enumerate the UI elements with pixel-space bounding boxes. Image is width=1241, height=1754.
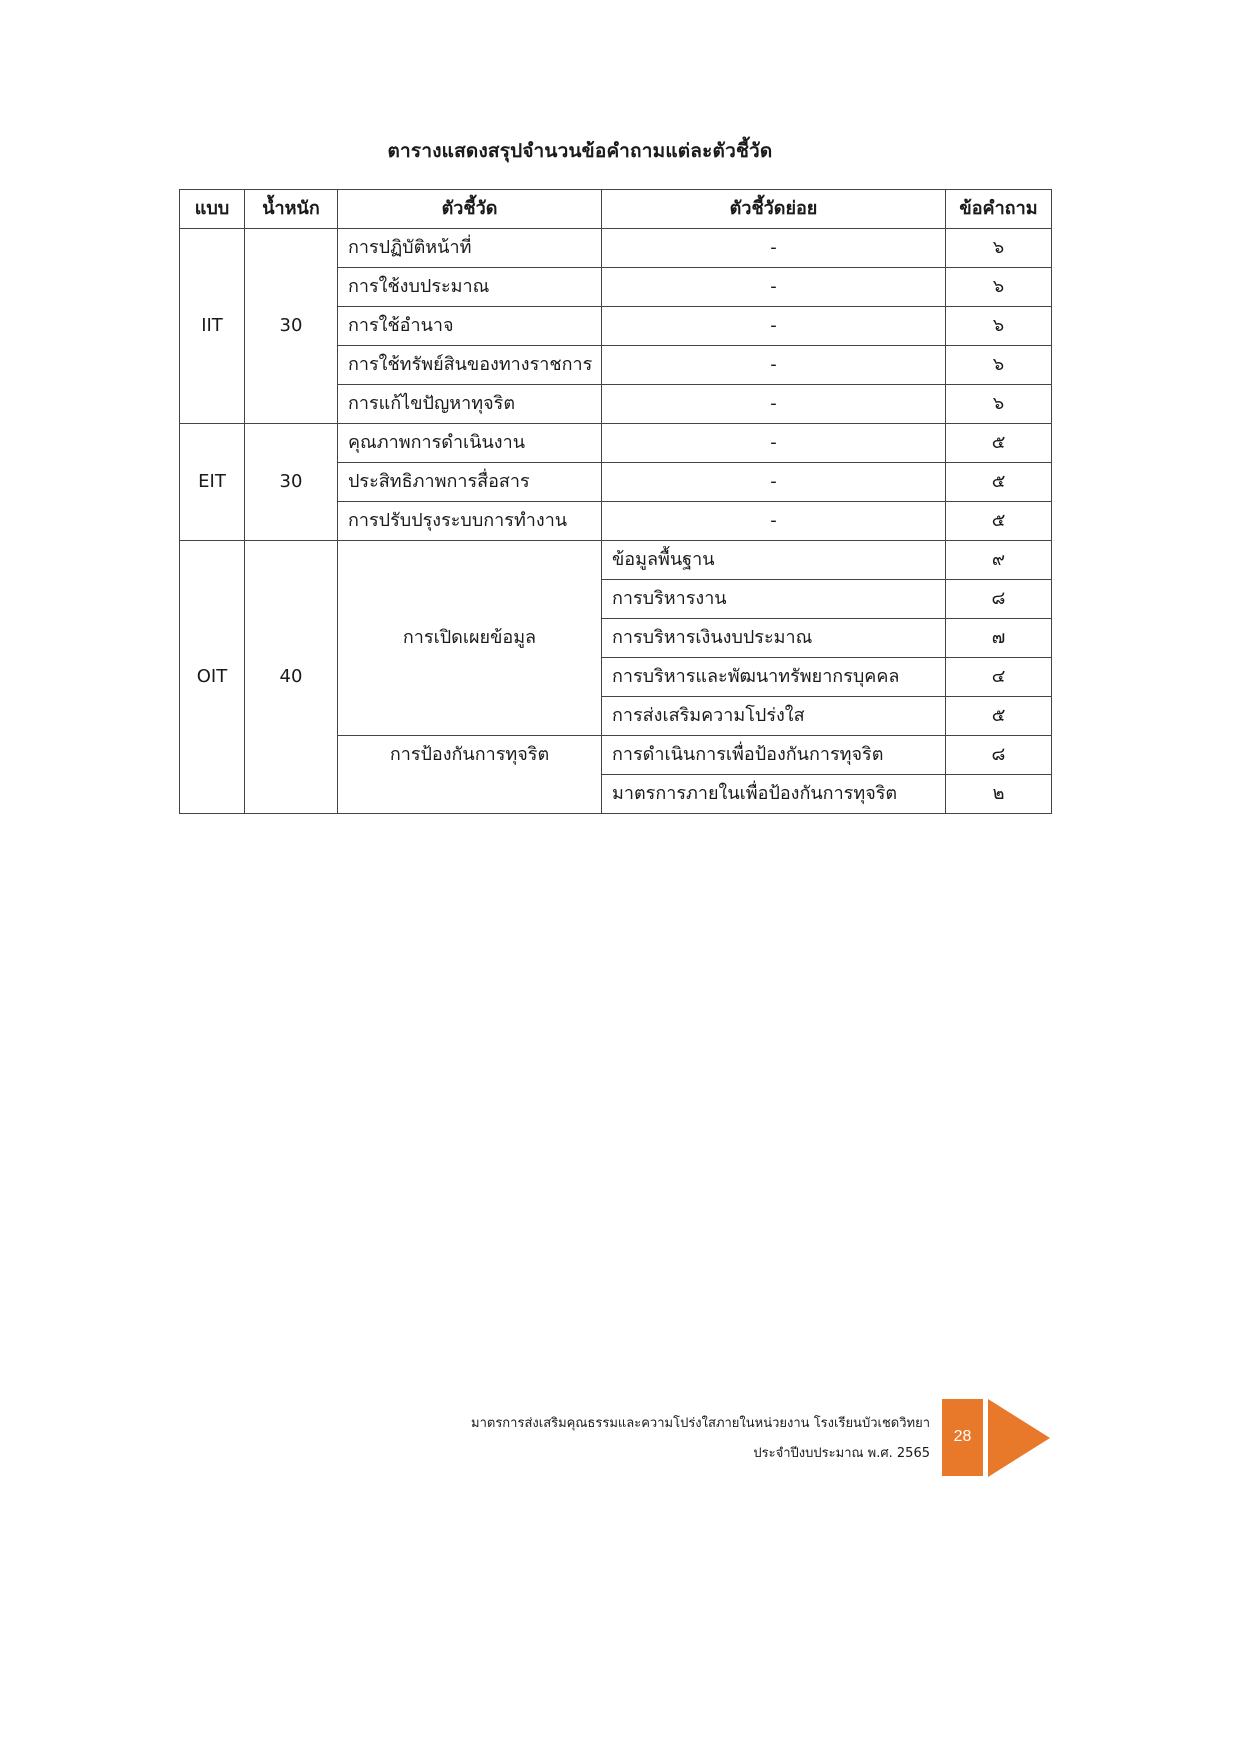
- indicator-cell: การแก้ไขปัญหาทุจริต: [338, 385, 602, 424]
- indicator-cell: การใช้อำนาจ: [338, 307, 602, 346]
- table-row: [180, 424, 1052, 463]
- sub-indicator-cell: -: [602, 502, 946, 541]
- header-question-count: ข้อคำถาม: [946, 190, 1052, 229]
- indicator-cell: การใช้งบประมาณ: [338, 268, 602, 307]
- page-arrow-icon: [988, 1399, 1050, 1477]
- sub-indicator-cell: -: [602, 463, 946, 502]
- indicator-summary-table: [179, 189, 1052, 814]
- question-count-cell: ๕: [946, 697, 1052, 736]
- question-count-cell: ๖: [946, 346, 1052, 385]
- question-count-cell: ๕: [946, 424, 1052, 463]
- sub-indicator-cell: -: [602, 346, 946, 385]
- question-count-cell: ๖: [946, 229, 1052, 268]
- indicator-cell: การใช้ทรัพย์สินของทางราชการ: [338, 346, 602, 385]
- table-row: [180, 541, 1052, 580]
- page-number: 28: [942, 1399, 983, 1476]
- sub-indicator-cell: -: [602, 229, 946, 268]
- question-count-cell: ๘: [946, 580, 1052, 619]
- question-count-cell: ๖: [946, 268, 1052, 307]
- sub-indicator-cell: การส่งเสริมความโปร่งใส: [602, 697, 946, 736]
- table-row: [180, 229, 1052, 268]
- question-count-cell: ๕: [946, 463, 1052, 502]
- table-title: ตารางแสดงสรุปจำนวนข้อคำถามแต่ละตัวชี้วัด: [387, 140, 773, 162]
- question-count-cell: ๖: [946, 307, 1052, 346]
- sub-indicator-cell: การดำเนินการเพื่อป้องกันการทุจริต: [602, 736, 946, 775]
- question-count-cell: ๖: [946, 385, 1052, 424]
- sub-indicator-cell: -: [602, 385, 946, 424]
- indicator-cell: การป้องกันการทุจริต: [338, 736, 602, 814]
- indicator-cell: การเปิดเผยข้อมูล: [338, 541, 602, 736]
- sub-indicator-cell: การบริหารเงินงบประมาณ: [602, 619, 946, 658]
- footer-fiscal-year: ประจำปีงบประมาณ พ.ศ. 2565: [753, 1446, 930, 1461]
- question-count-cell: ๒: [946, 775, 1052, 814]
- question-count-cell: ๕: [946, 502, 1052, 541]
- indicator-cell: การปฏิบัติหน้าที่: [338, 229, 602, 268]
- type-cell: OIT: [180, 541, 245, 814]
- footer-document-title: มาตรการส่งเสริมคุณธรรมและความโปร่งใสภายในหน่วยงาน โรงเรียนบัวเชดวิทยา: [471, 1416, 930, 1431]
- indicator-cell: คุณภาพการดำเนินงาน: [338, 424, 602, 463]
- header-sub-indicator: ตัวชี้วัดย่อย: [602, 190, 946, 229]
- sub-indicator-cell: การบริหารงาน: [602, 580, 946, 619]
- question-count-cell: ๗: [946, 619, 1052, 658]
- sub-indicator-cell: -: [602, 268, 946, 307]
- sub-indicator-cell: -: [602, 424, 946, 463]
- weight-cell: 30: [245, 229, 338, 424]
- question-count-cell: ๘: [946, 736, 1052, 775]
- type-cell: IIT: [180, 229, 245, 424]
- sub-indicator-cell: ข้อมูลพื้นฐาน: [602, 541, 946, 580]
- table-header-row: [180, 190, 1052, 229]
- type-cell: EIT: [180, 424, 245, 541]
- weight-cell: 30: [245, 424, 338, 541]
- indicator-cell: ประสิทธิภาพการสื่อสาร: [338, 463, 602, 502]
- header-indicator: ตัวชี้วัด: [338, 190, 602, 229]
- header-type: แบบ: [180, 190, 245, 229]
- sub-indicator-cell: -: [602, 307, 946, 346]
- weight-cell: 40: [245, 541, 338, 814]
- question-count-cell: ๙: [946, 541, 1052, 580]
- sub-indicator-cell: มาตรการภายในเพื่อป้องกันการทุจริต: [602, 775, 946, 814]
- header-weight: น้ำหนัก: [245, 190, 338, 229]
- question-count-cell: ๔: [946, 658, 1052, 697]
- sub-indicator-cell: การบริหารและพัฒนาทรัพยากรบุคคล: [602, 658, 946, 697]
- indicator-cell: การปรับปรุงระบบการทำงาน: [338, 502, 602, 541]
